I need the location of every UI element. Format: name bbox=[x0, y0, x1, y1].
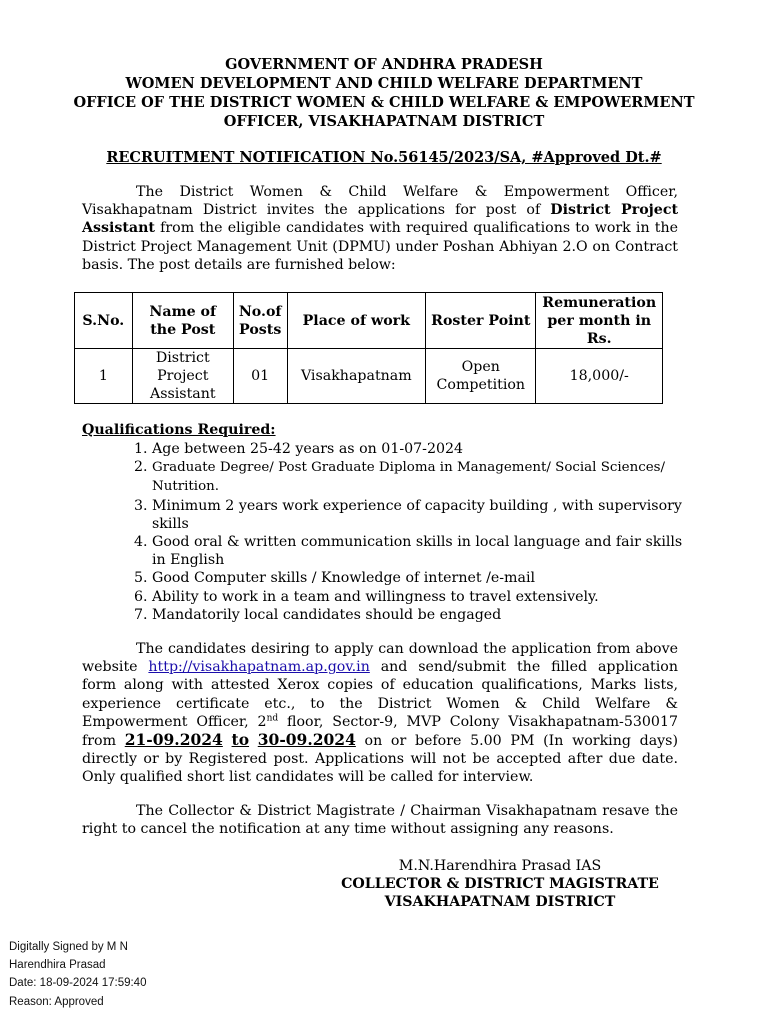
table-header-row bbox=[75, 293, 663, 349]
date-from: 21-09.2024 bbox=[124, 730, 223, 750]
signatory-district: VISAKHAPATNAM DISTRICT bbox=[384, 894, 616, 911]
header-post-name: Name of the Post bbox=[132, 293, 233, 349]
header-office-cont: OFFICER, VISAKHAPATNAM DISTRICT bbox=[223, 113, 545, 130]
header-remuneration: Remuneration per month in Rs. bbox=[536, 293, 663, 349]
qualifications-heading: Qualifications Required: bbox=[82, 422, 276, 438]
signatory-name: M.N.Harendhira Prasad IAS bbox=[398, 858, 602, 874]
intro-text-2: from the eligible candidates with required qualifications to work in the District Project Management Unit (DPMU) under Poshan Abhiyan 2.O on Contract basis. The post details are furnished below: bbox=[82, 220, 678, 273]
table-row bbox=[75, 349, 663, 404]
list-item: 7. Mandatorily local candidates should be engaged bbox=[134, 606, 502, 623]
header-place-of-work: Place of work bbox=[287, 293, 426, 349]
list-item: 6. Ability to work in a team and willingness to travel extensively. bbox=[134, 588, 599, 605]
date-to-word: to bbox=[231, 730, 250, 750]
application-paragraph: The candidates desiring to apply can download the application from above website http://visakhapatnam.ap.gov.in and send/submit the filled application form along with attested Xerox copies of education qualifications, Marks lists, experience certificate etc., to the District Women & Child Welfare & Empowerment Officer, 2nd floor, Sector-9, MVP Colony Visakhapatnam-530017 from 21-09.2024 to 30-09.2024 on or before 5.00 PM (In working days) directly or by Registered post. Applications will not be accepted after due date. Only qualified short list candidates will be called for interview. bbox=[82, 641, 678, 786]
list-item: 3. Minimum 2 years work experience of capacity building , with supervisory skills bbox=[134, 497, 682, 532]
cell-no-of-posts: 01 bbox=[233, 349, 287, 404]
list-item: 4. Good oral & written communication skills in local language and fair skills in English bbox=[134, 534, 683, 569]
header-no-of-posts: No.of Posts bbox=[233, 293, 287, 349]
intro-paragraph bbox=[82, 183, 678, 274]
header-roster-point: Roster Point bbox=[426, 293, 536, 349]
document-header bbox=[60, 55, 708, 131]
header-department: WOMEN DEVELOPMENT AND CHILD WELFARE DEPARTMENT bbox=[125, 75, 643, 92]
list-item: 5. Good Computer skills / Knowledge of internet /e-mail bbox=[134, 570, 536, 587]
cell-remuneration: 18,000/- bbox=[536, 349, 663, 404]
cell-post-name: District Project Assistant bbox=[132, 349, 233, 404]
intro-text-1: The District Women & Child Welfare & Empowerment Officer, Visakhapatnam District invites the applications for post of bbox=[82, 184, 678, 219]
header-government: GOVERNMENT OF ANDHRA PRADESH bbox=[225, 56, 543, 73]
qualifications-list bbox=[134, 440, 686, 624]
signatory-title: COLLECTOR & DISTRICT MAGISTRATE bbox=[341, 876, 659, 893]
cell-roster-point: Open Competition bbox=[426, 349, 536, 404]
list-item: 1. Age between 25-42 years as on 01-07-2024 bbox=[134, 441, 464, 457]
date-to: 30-09.2024 bbox=[257, 730, 356, 750]
header-office: OFFICE OF THE DISTRICT WOMEN & CHILD WELFARE & EMPOWERMENT bbox=[73, 94, 695, 111]
digital-signature-stamp: Digitally Signed by M N Harendhira Prasad Date: 18-09-2024 17:59:40 Reason: Approved bbox=[9, 941, 147, 1008]
reserve-paragraph: The Collector & District Magistrate / Chairman Visakhapatnam resave the right to cancel the notification at any time without assigning any reasons. bbox=[82, 803, 678, 838]
cell-sno: 1 bbox=[75, 349, 133, 404]
intro-post-name: District Project Assistant bbox=[82, 202, 679, 237]
signature-block bbox=[340, 857, 660, 912]
list-item: 2. Graduate Degree/ Post Graduate Diploma in Management/ Social Sciences/ Nutrition. bbox=[134, 459, 666, 495]
header-sno: S.No. bbox=[75, 293, 133, 349]
notification-title: RECRUITMENT NOTIFICATION No.56145/2023/SA, #Approved Dt.# bbox=[106, 149, 662, 166]
post-details-table bbox=[74, 292, 663, 404]
website-link[interactable]: http://visakhapatnam.ap.gov.in bbox=[148, 659, 370, 676]
cell-place-of-work: Visakhapatnam bbox=[287, 349, 426, 404]
